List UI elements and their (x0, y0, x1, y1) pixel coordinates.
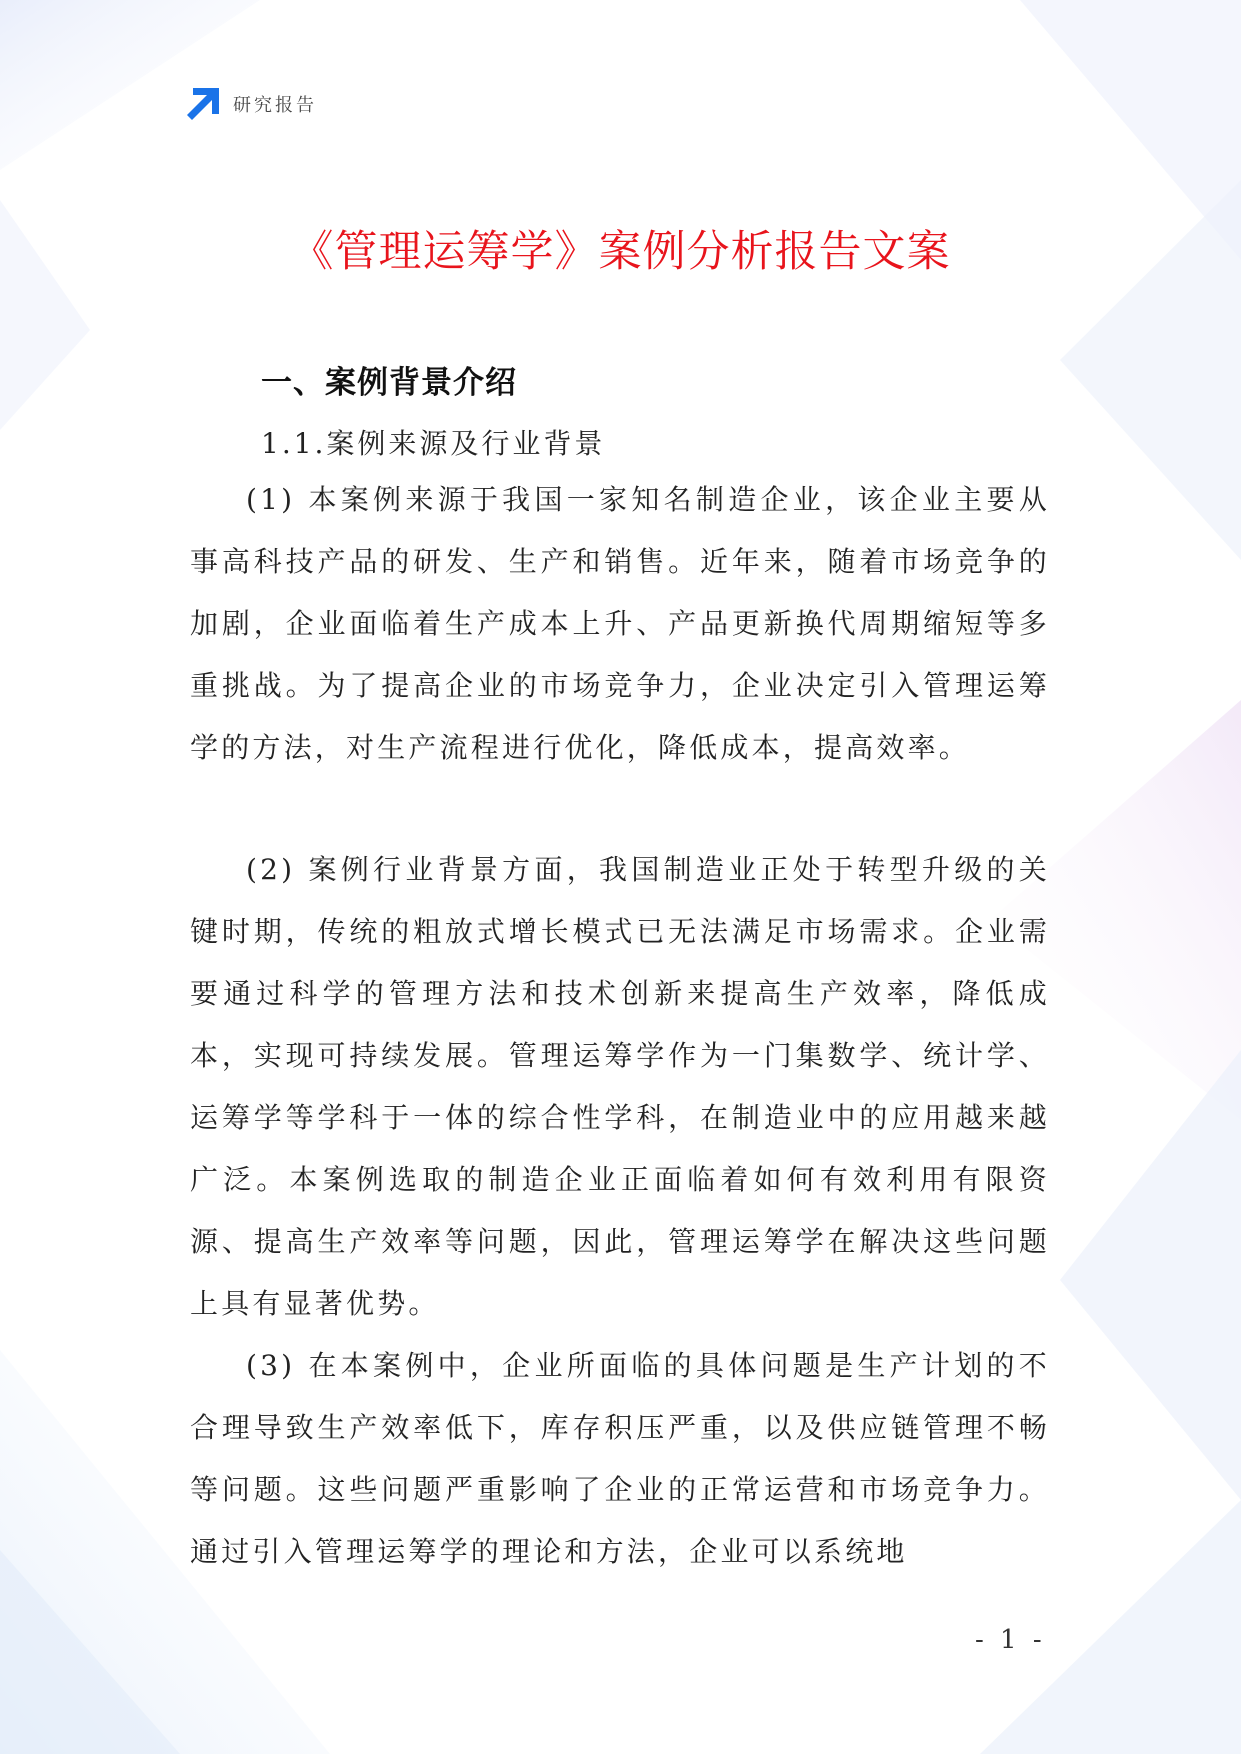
header-label: 研究报告 (233, 95, 317, 116)
document-title: 《管理运筹学》案例分析报告文案 (290, 227, 951, 277)
subsection-heading: 1.1.案例来源及行业背景 (261, 427, 606, 460)
body-paragraph: (2) 案例行业背景方面，我国制造业正处于转型升级的关键时期，传统的粗放式增长模式已无法满足市场需求。企业需要通过科学的管理方法和技术创新来提高生产效率，降低成本，实现可持续发展。管理运筹学作为一门集数学、统计学、运筹学等学科于一体的综合性学科，在制造业中的应用越来越广泛。本案例选取的制造企业正面临着如何有效利用有限资源、提高生产效率等问题，因此，管理运筹学在解决这些问题上具有显著优势。 (190, 853, 1050, 1320)
body-paragraph: (3) 在本案例中，企业所面临的具体问题是生产计划的不合理导致生产效率低下，库存积压严重，以及供应链管理不畅等问题。这些问题严重影响了企业的正常运营和市场竞争力。通过引入管理运筹学的理论和方法，企业可以系统地 (190, 1349, 1050, 1568)
page-header (187, 88, 317, 120)
section-heading: 一、案例背景介绍 (261, 365, 517, 401)
page-number: - 1 - (975, 1625, 1046, 1655)
arrow-up-right-icon (187, 88, 219, 120)
body-paragraph: (1) 本案例来源于我国一家知名制造企业，该企业主要从事高科技产品的研发、生产和销售。近年来，随着市场竞争的加剧，企业面临着生产成本上升、产品更新换代周期缩短等多重挑战。为了提高企业的市场竞争力，企业决定引入管理运筹学的方法，对生产流程进行优化，降低成本，提高效率。 (190, 483, 1050, 764)
